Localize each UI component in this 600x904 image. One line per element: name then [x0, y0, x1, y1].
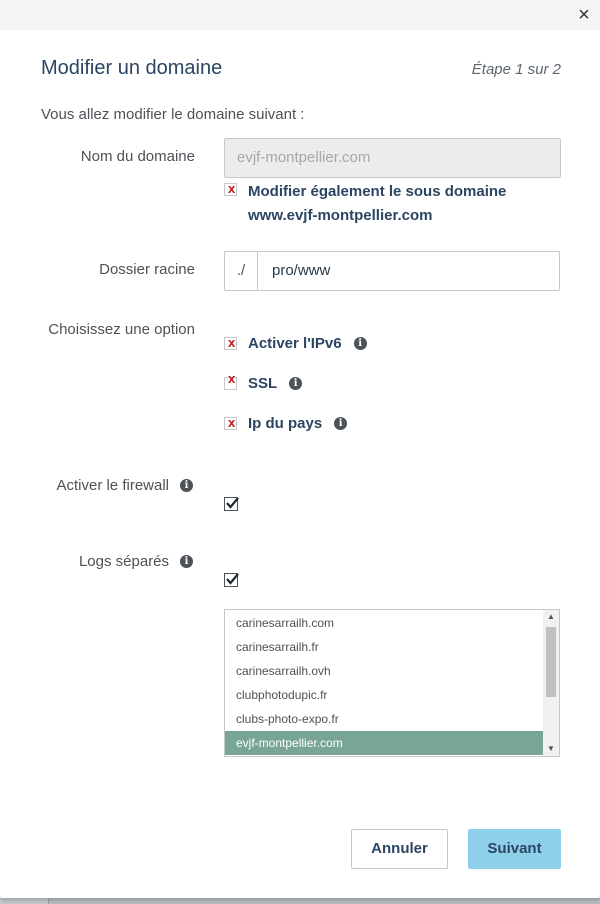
step-indicator: Étape 1 sur 2 [471, 61, 561, 78]
root-folder-group [224, 251, 560, 291]
list-item-selected[interactable]: evjf-montpellier.com [225, 731, 543, 755]
option-geo-ip [224, 415, 347, 432]
info-icon[interactable]: i [334, 417, 347, 430]
info-icon[interactable]: i [180, 479, 193, 492]
cancel-button[interactable]: Annuler [351, 829, 448, 869]
subdomain-option-label [248, 180, 506, 228]
x-mark-icon: x [228, 335, 236, 350]
listbox-scrollbar[interactable] [543, 610, 559, 756]
x-mark-icon: x [228, 371, 236, 386]
subdomain-label-line1: Modifier également le sous domaine [248, 183, 507, 200]
root-folder-label: Dossier racine [99, 261, 195, 278]
checkmark-icon [225, 572, 239, 586]
firewall-label: Activer le firewall [56, 477, 169, 494]
list-item[interactable]: carinesarrailh.fr [236, 640, 319, 654]
ipv6-label: Activer l'IPv6 [248, 335, 342, 352]
info-icon[interactable]: i [289, 377, 302, 390]
checkmark-icon [225, 496, 239, 510]
logs-label: Logs séparés [78, 553, 169, 570]
list-item[interactable]: carinesarrailh.ovh [236, 664, 331, 678]
option-ssl [224, 371, 302, 392]
intro-text: Vous allez modifier le domaine suivant : [41, 106, 305, 123]
subdomain-checkbox[interactable] [224, 183, 237, 196]
option-ipv6 [224, 335, 367, 352]
domain-name-input: evjf-montpellier.com [224, 138, 561, 178]
x-mark-icon: x [228, 415, 236, 430]
geo-ip-label: Ip du pays [248, 415, 323, 432]
root-folder-input[interactable]: pro/www [257, 251, 560, 291]
domain-listbox[interactable] [224, 609, 560, 757]
info-icon[interactable]: i [180, 555, 193, 568]
scroll-down-arrow-icon[interactable]: ▼ [547, 744, 555, 753]
scrollbar-thumb[interactable] [546, 627, 556, 697]
info-icon[interactable]: i [354, 337, 367, 350]
ssl-checkbox[interactable] [224, 371, 237, 390]
ssl-label: SSL [248, 375, 278, 392]
domain-name-label: Nom du domaine [80, 148, 195, 165]
logs-checkbox[interactable] [224, 573, 238, 587]
x-mark-icon: x [228, 181, 236, 196]
options-label: Choisissez une option [48, 321, 195, 338]
list-item[interactable]: carinesarrailh.com [236, 616, 335, 630]
subdomain-label-line2: www.evjf-montpellier.com [248, 207, 433, 224]
next-button[interactable]: Suivant [468, 829, 561, 869]
dialog-header-bar [0, 0, 600, 30]
ipv6-checkbox[interactable] [224, 337, 237, 350]
close-icon[interactable]: × [578, 4, 590, 26]
list-item[interactable]: clubs-photo-expo.fr [236, 712, 339, 726]
list-item[interactable]: clubphotodupic.fr [236, 688, 328, 702]
scroll-up-arrow-icon[interactable]: ▲ [547, 612, 555, 621]
firewall-checkbox[interactable] [224, 497, 238, 511]
dialog-title: Modifier un domaine [41, 57, 223, 79]
geo-ip-checkbox[interactable] [224, 417, 237, 430]
root-folder-prefix: ./ [224, 251, 257, 291]
